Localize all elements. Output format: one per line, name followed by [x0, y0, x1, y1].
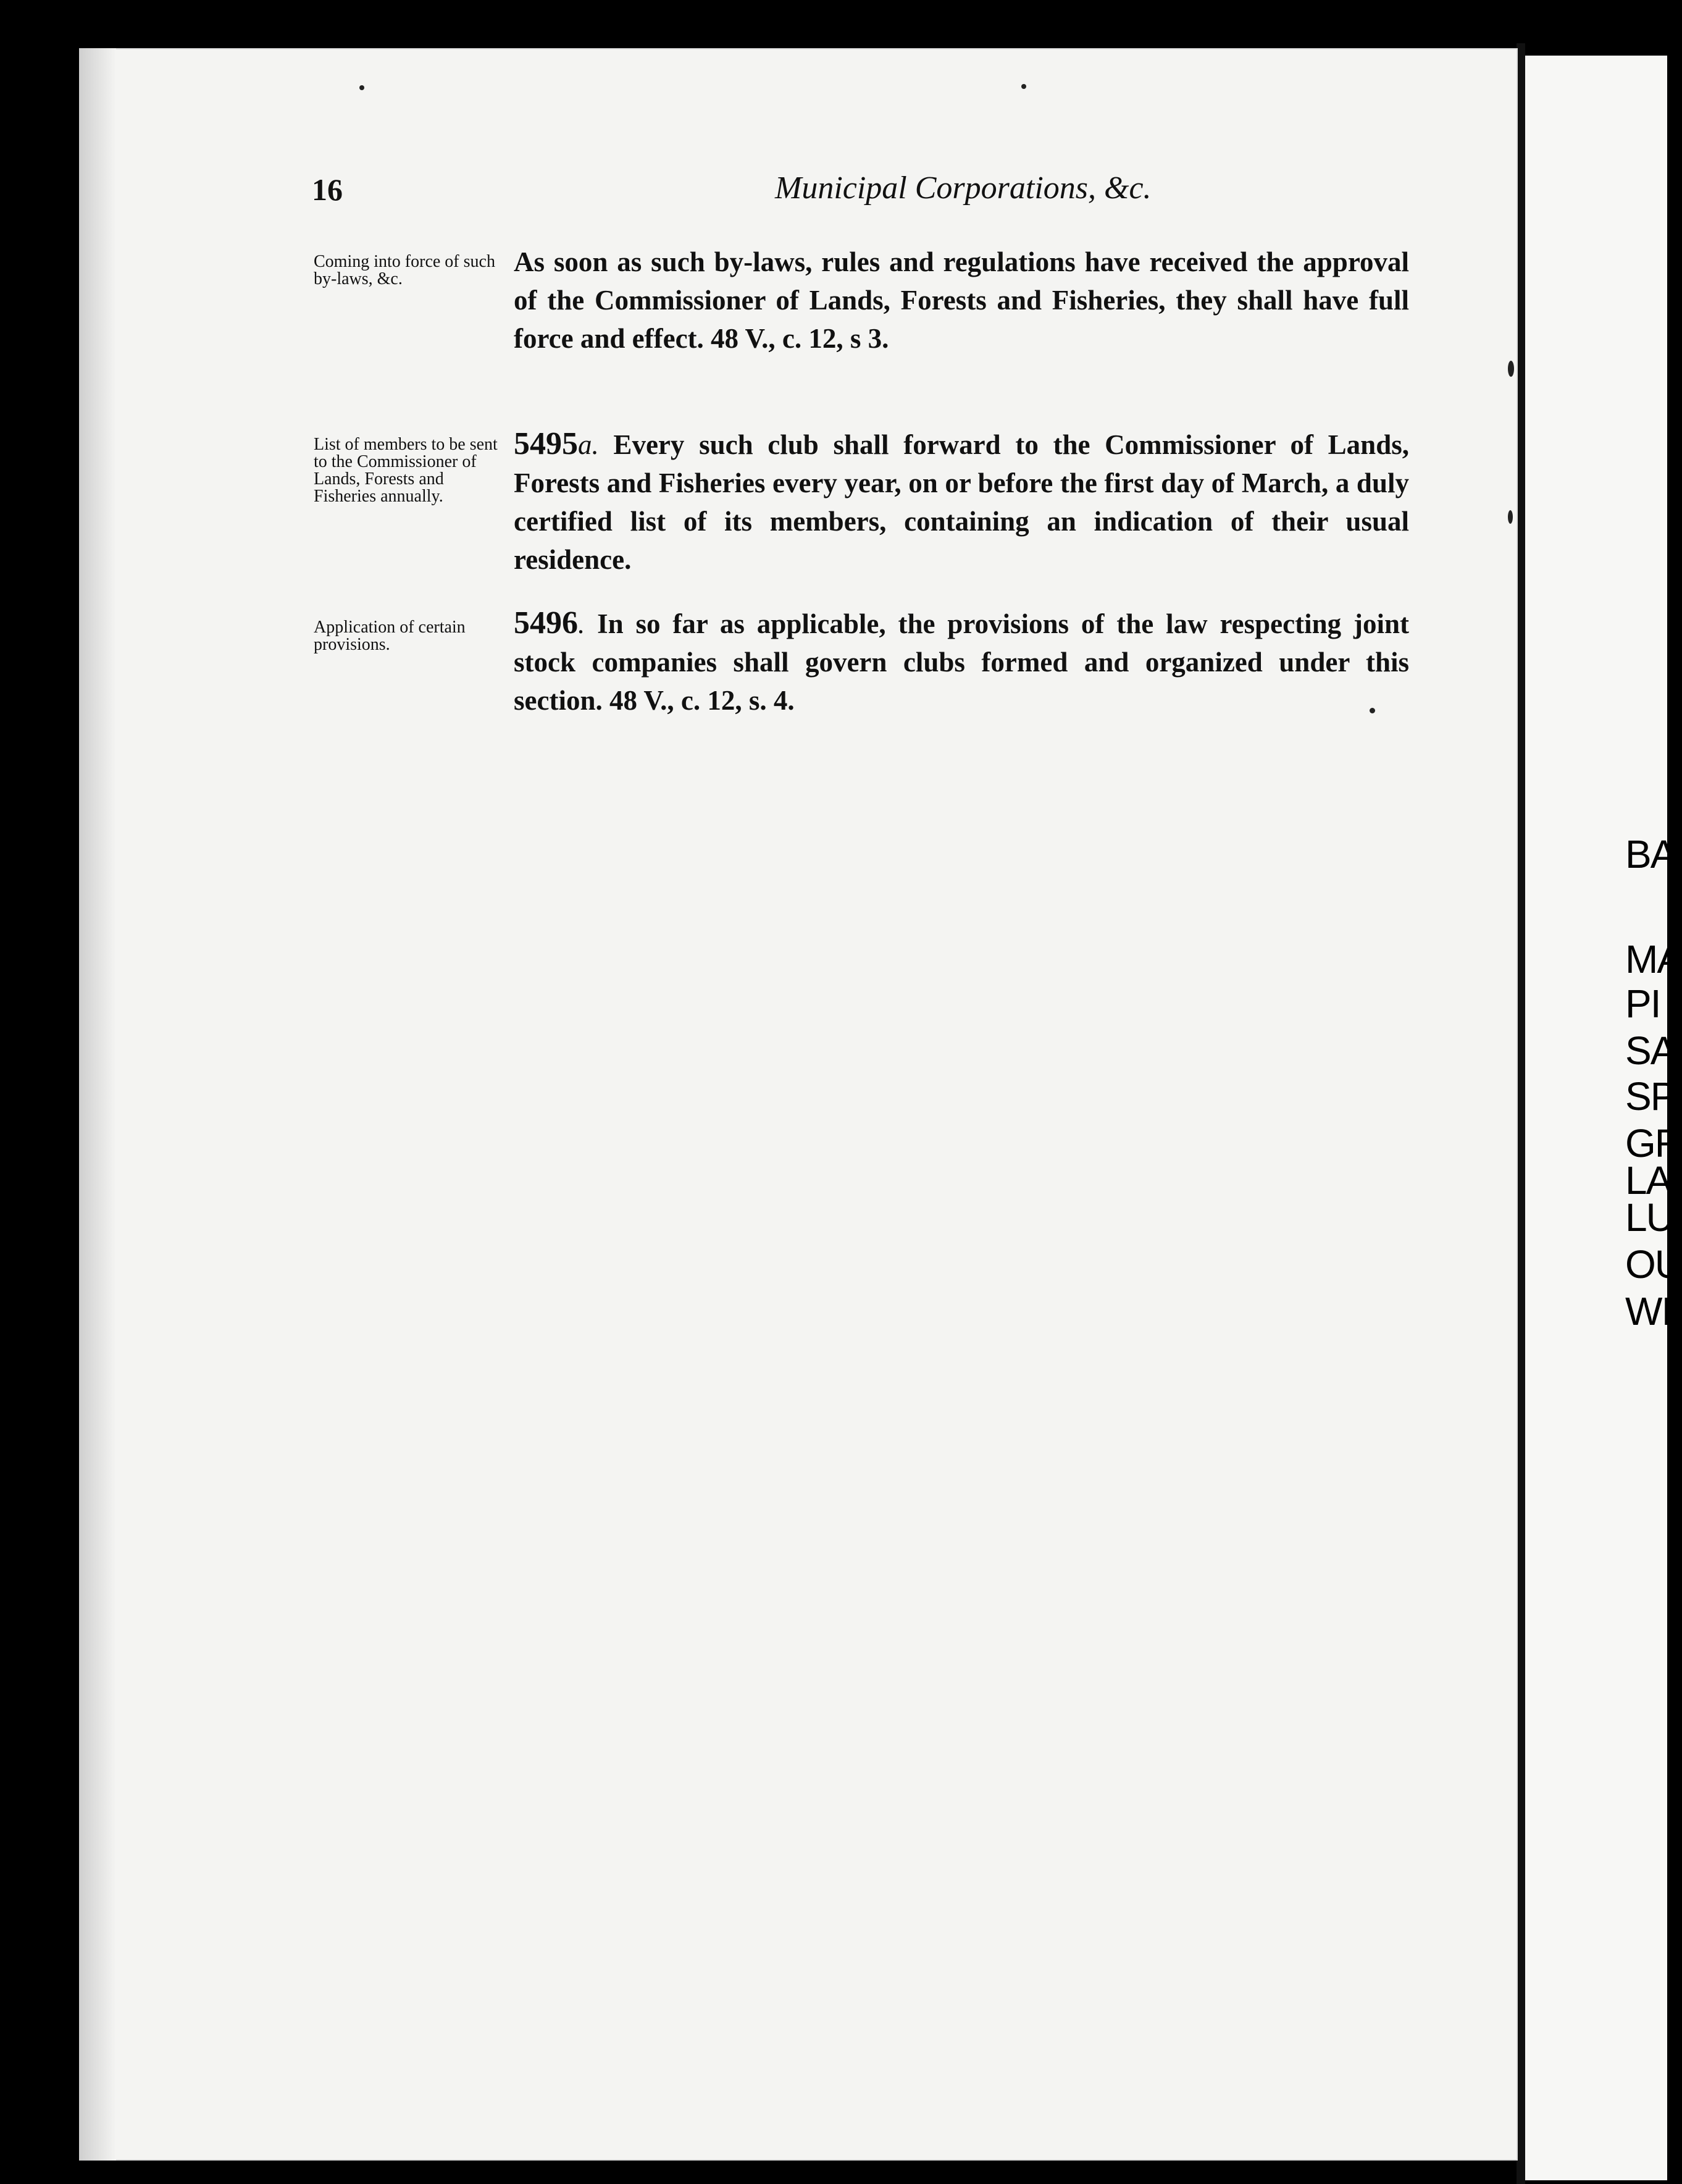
scan-speck: [359, 85, 364, 90]
paragraph-coming-into-force: [514, 242, 1409, 358]
scan-speck: [1508, 361, 1514, 377]
section-text: In so far as applicable, the provisions of the law respecting joint stock companies shall govern clubs formed and organized under this section. 48 V., c. 12, s. 4.: [514, 608, 1409, 716]
facing-fragment: SA: [1625, 1028, 1676, 1073]
scan-speck: [1370, 708, 1375, 713]
facing-fragment: LU: [1625, 1195, 1673, 1240]
running-head: Municipal Corporations, &c.: [775, 170, 1152, 206]
page-edge-shadow: [79, 48, 116, 2161]
section-text: As soon as such by-laws, rules and regulations have received the approval of the Commissioner of Lands, Forests and Fisheries, they shall have full force and effect. 48 V., c. 12, s 3.: [514, 246, 1409, 354]
facing-fragment: MA: [1625, 937, 1682, 981]
section-number: 5496: [514, 605, 578, 640]
facing-fragment: LA: [1625, 1158, 1672, 1203]
scan-speck: [1021, 84, 1026, 89]
margin-note-list-of-members: List of members to be sent to the Commissioner of Lands, Forests and Fisheries annually.: [314, 435, 498, 506]
section-text: Every such club shall forward to the Commissioner of Lands, Forests and Fisheries every year, on or before the first day of March, a duly certified list of its members, containing an indication of their usual residence.: [514, 429, 1409, 575]
facing-fragment: OU: [1625, 1242, 1682, 1287]
page-gutter: [1517, 43, 1525, 2184]
section-suffix: a.: [578, 429, 599, 460]
paragraph-5495a: [514, 425, 1409, 579]
margin-note-coming-into-force: Coming into force of such by-laws, &c.: [314, 252, 495, 288]
facing-fragment: PI: [1625, 981, 1660, 1026]
scan-speck: [1508, 510, 1513, 524]
facing-fragment: SP: [1625, 1074, 1676, 1119]
facing-fragment: GR: [1625, 1121, 1682, 1166]
facing-fragment: WI: [1625, 1289, 1672, 1334]
document-page: [79, 48, 1518, 2161]
facing-fragment: BA: [1625, 832, 1676, 876]
paragraph-5496: [514, 604, 1409, 720]
page-number: 16: [312, 172, 343, 207]
section-number: 5495: [514, 426, 578, 461]
section-suffix: .: [578, 608, 585, 639]
margin-note-application: Application of certain provisions.: [314, 618, 466, 654]
